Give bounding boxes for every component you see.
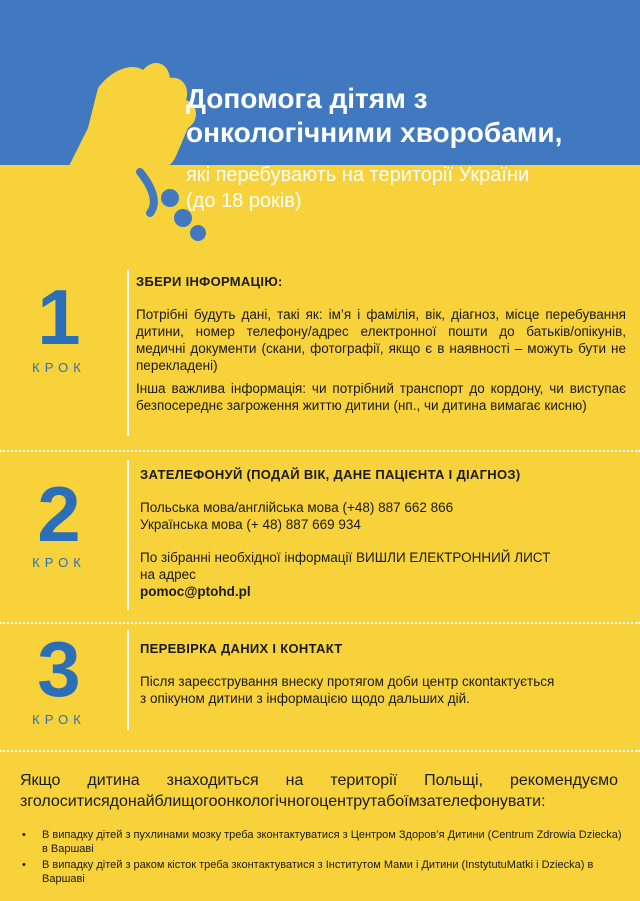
step-2-heading: ЗАТЕЛЕФОНУЙ (ПОДАЙ ВІК, ДАНЕ ПАЦІЄНТА І ДІАГНОЗ) [140,467,521,482]
step-2-number: 2 [37,470,81,558]
divider [0,750,640,752]
step-1-paragraph-1: Потрібні будуть дані, такі як: ім’я і фамілія, вік, діагноз, місце перебування дитини, номер телефону/адрес електронної пошти до батьків/опікунів, медичні документи (скани, фотографії, якщо є в наявності – можуть бути не перекладені) [136,307,626,373]
email-address[interactable]: pomoc@ptohd.pl [140,584,251,599]
step-3-text-2: з опікуном дитини з інформацією щодо дальших дій. [140,691,470,706]
phone-ukrainian: Українська мова (+ 48) 887 669 934 [140,517,361,532]
step-1-paragraph-2: Інша важлива інформація: чи потрібний транспорт до кордону, чи виступає безпосереднє загроження життю дитини (нп., чи дитина вимагає кисню) [136,381,626,413]
step-1-number: 1 [37,273,81,361]
step-1-rule [127,270,129,436]
step-1-label: КРОК [32,360,86,375]
list-item: • В випадку дітей з раком кісток треба зконтактуватися з Інститутом Мами і Дитини (InstytutuMatki i Dziecka) в Варшаві [22,858,622,886]
page-subtitle: які перебувають на території України (до 18 років) [186,164,530,212]
step-1-content [136,273,626,420]
step-2-content [140,466,630,600]
step-3-text-1: Після зареєстрування внеску протягом доби центр скontактується [140,674,555,689]
phone-polish-english: Польська мова/англійська мова (+48) 887 662 866 [140,500,454,515]
step-3-number: 3 [37,625,81,713]
step-1-heading: ЗБЕРИ ІНФОРМАЦІЮ: [136,274,283,289]
step-2-rule [127,460,129,610]
footer-bullet-list [22,828,622,888]
step-2-label: КРОК [32,555,86,570]
divider [0,622,640,624]
step-3-rule [127,630,129,730]
page-title: Допомога дітям з онкологічними хворобами, [186,83,563,148]
step-3-label: КРОК [32,712,86,727]
step-3-content [140,640,630,707]
footer-recommendation: Якщо дитина знаходиться на території Польщі, рекомендуємо зголоситисядонайблищогоонкологічногоцентрутабоїмзателефонувати: [20,772,618,810]
email-instruction: По зібранні необхідної інформації ВИШЛИ ЕЛЕКТРОННИЙ ЛИСТ [140,550,551,565]
divider [0,450,640,452]
email-instruction-2: на адрес [140,567,196,582]
list-item: • В випадку дітей з пухлинами мозку треба зконтактуватися з Центром Здоров’я Дитини (Centrum Zdrowia Dziecka) в Варшаві [22,828,622,856]
step-3-heading: ПЕРЕВІРКА ДАНИХ І КОНТАКТ [140,641,343,656]
